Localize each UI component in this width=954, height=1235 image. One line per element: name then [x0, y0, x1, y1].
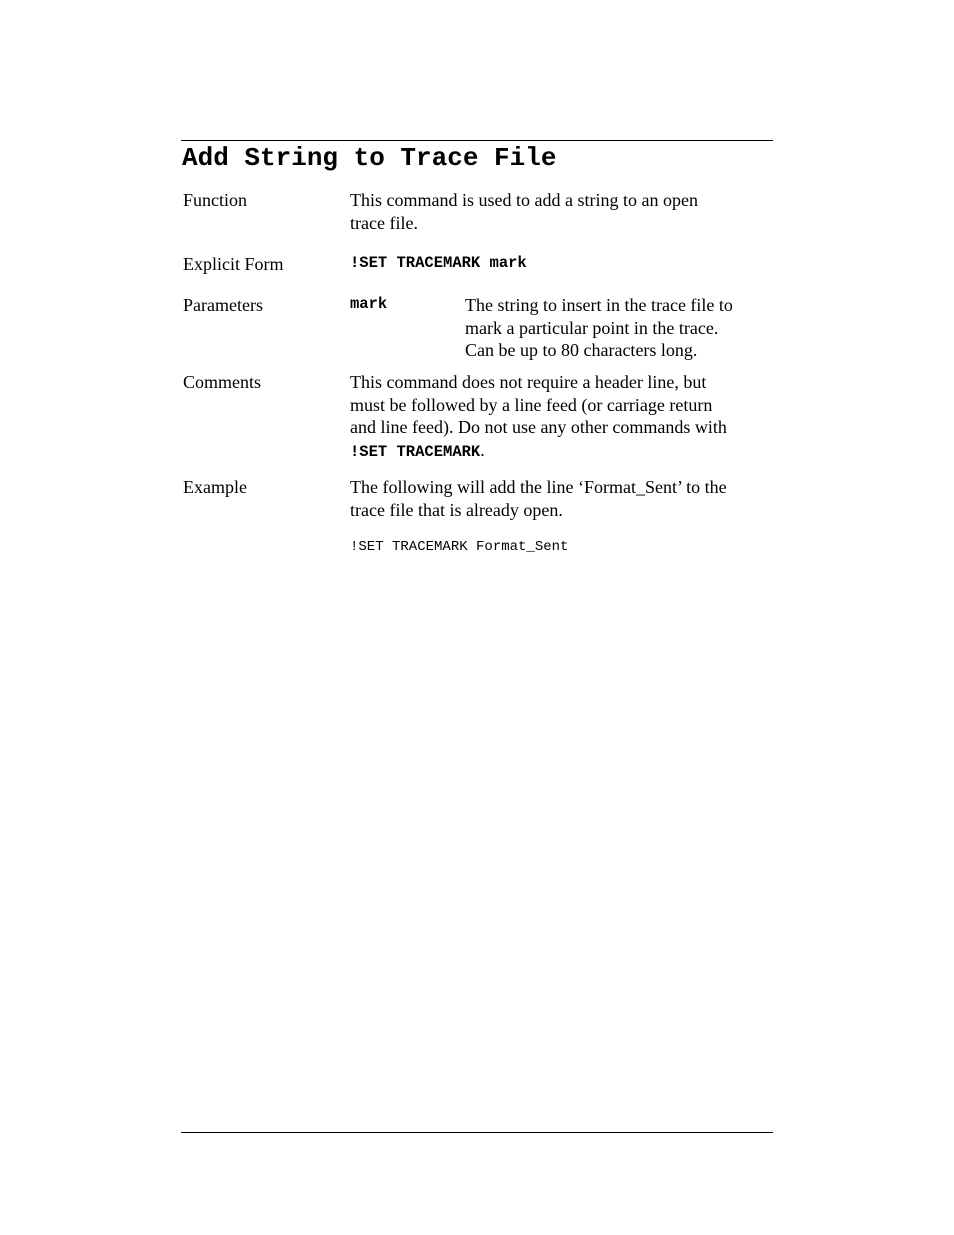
parameter-name: mark: [350, 295, 388, 313]
example-code: !SET TRACEMARK Format_Sent: [350, 539, 569, 555]
parameter-line-3: Can be up to 80 characters long.: [465, 340, 698, 360]
comments-description: [350, 371, 727, 463]
comments-line-2: must be followed by a line feed (or carriage return: [350, 394, 713, 415]
function-label: Function: [183, 190, 248, 210]
comments-label: Comments: [183, 372, 262, 392]
bottom-rule: [181, 1132, 773, 1133]
function-line-1: This command is used to add a string to an open: [350, 190, 698, 210]
comments-line-4: [350, 439, 727, 464]
comments-punct: .: [480, 439, 485, 460]
top-rule: [181, 140, 773, 141]
example-line-2: trace file that is already open.: [350, 499, 563, 520]
comments-line-3: and line feed). Do not use any other commands with: [350, 417, 727, 437]
example-line-1: The following will add the line ‘Format_Sent’ to the: [350, 477, 727, 497]
parameter-description: [465, 294, 785, 362]
example-label: Example: [183, 477, 247, 497]
parameter-line-1: The string to insert in the trace file to: [465, 295, 733, 315]
function-description: [350, 189, 698, 234]
parameter-line-2: mark a particular point in the trace.: [465, 317, 719, 338]
explicit-form-value: !SET TRACEMARK mark: [350, 254, 527, 272]
example-description: [350, 476, 727, 521]
comments-command: !SET TRACEMARK: [350, 442, 481, 461]
explicit-form-label: Explicit Form: [183, 254, 284, 274]
comments-line-1: This command does not require a header line, but: [350, 372, 707, 392]
page-title: Add String to Trace File: [182, 143, 557, 173]
parameters-label: Parameters: [183, 295, 263, 315]
function-line-2: trace file.: [350, 212, 418, 233]
